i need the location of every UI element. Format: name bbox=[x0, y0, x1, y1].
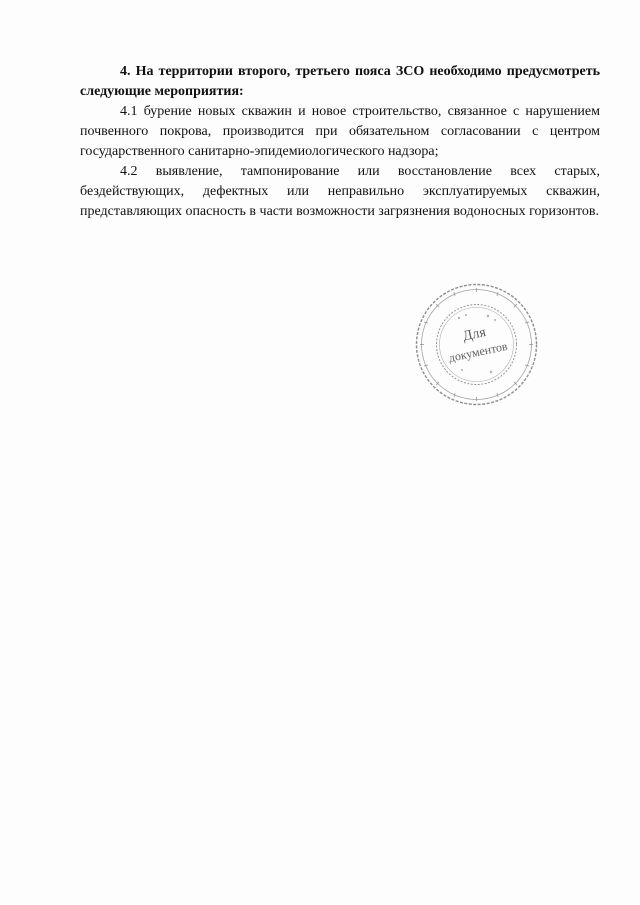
seal-graphic bbox=[414, 282, 539, 407]
round-seal bbox=[414, 282, 539, 407]
stamp-line-2: документов bbox=[447, 338, 509, 365]
section-4 bbox=[80, 62, 600, 222]
section-heading: 4. На территории второго, третьего пояса ЗСО необходимо предусмотреть следующие мероприятия: bbox=[80, 64, 600, 99]
item-4-2: 4.2 выявление, тампонирование или восстановление всех старых, бездействующих, дефектных или неправильно эксплуатируемых скважин, представляющих опасность в части возможности загрязнения водоносных горизонтов. bbox=[80, 164, 600, 219]
item-4-1: 4.1 бурение новых скважин и новое строительство, связанное с нарушением почвенного покрова, производится при обязательном согласовании с центром государственного санитарно-эпидемиологического надзора; bbox=[80, 104, 600, 159]
stamp-line-1: Для bbox=[461, 324, 488, 345]
